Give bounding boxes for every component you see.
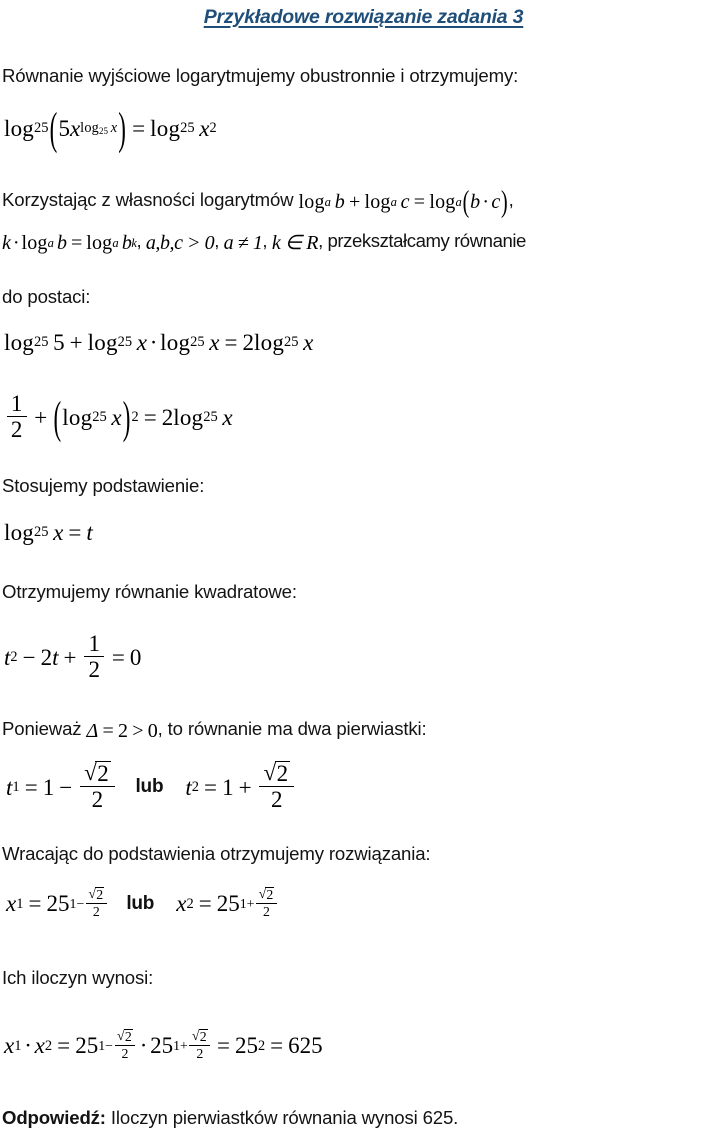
radicand: 2 [96,887,104,903]
page-title: Przykładowe rozwiązanie zadania 3 [203,6,524,28]
prop1-log-1: log [298,191,325,214]
paragraph-2-line-2 [0,229,727,254]
eq2-base-4: 25 [284,334,299,351]
right-paren: ) [118,103,126,154]
eq2-x-1: x [136,330,147,355]
sqrt-icon [84,761,110,785]
product-equals-2: = [216,1033,230,1059]
answer-wrapper [0,1106,727,1131]
product-exp-den-a: 2 [121,1046,129,1062]
product-x2-index: 2 [44,1037,53,1054]
x2-exp-sign: + [246,895,255,911]
paragraph-4-wrapper [0,474,727,499]
prop1-log-3: log [429,191,456,214]
eq3-plus: + [34,405,48,430]
x1-exp-numerator [86,887,107,904]
product-x1-index: 1 [14,1037,22,1054]
product-exp-num-b [189,1029,210,1046]
quad-minus: − [22,645,36,670]
x2-index: 2 [186,895,194,912]
product-exponent-a [98,1030,137,1062]
delta-lead-text: Ponieważ [2,718,82,739]
paragraph-quadratic: Otrzymujemy równanie kwadratowe: [2,581,297,602]
exponent-2: 2 [209,120,217,137]
t1-symbol: t [6,774,13,800]
prop1-base-3: a [455,194,462,209]
delta-value: 2 [117,720,128,743]
equation-product-wrapper [0,1030,727,1062]
x1-exp-sign: − [76,895,85,911]
t1-numerator [80,761,115,787]
quad-t-1: t [4,645,11,670]
prop2-b: b [57,232,67,255]
prop2-log-2: log [86,232,113,255]
eq2-log-2: log [87,330,118,355]
sqrt-icon [264,761,290,785]
prop2-k: k [2,232,11,255]
prop2-log-1: log [21,232,48,255]
t2-numerator [259,761,294,787]
product-equals-1: = [57,1033,71,1059]
exp-log-operator: log [80,119,99,136]
equation-solution-x1 [2,888,108,920]
delta-zero: 0 [147,720,158,743]
log-operator: log [4,116,34,141]
t1-denominator: 2 [91,786,104,812]
radical-sign: √ [84,759,97,785]
page-title-wrapper [0,2,727,29]
product-exp-minus: − [105,1037,113,1053]
product-base-25-c: 25 [234,1033,258,1059]
exp-log-base: 25 [98,126,108,137]
product-dot-2: · [139,1033,148,1059]
x2-symbol: x [176,891,187,917]
radical-sign: √ [88,886,96,902]
equation-substitution [0,521,93,544]
product-dot-1: · [24,1033,32,1059]
radical-sign: √ [263,759,277,785]
prop2-equals: = [70,232,82,255]
product-exp-num-a [115,1029,136,1046]
sqrt-icon [259,887,275,902]
prop2-b-2: b [121,232,132,255]
t1-minus: − [59,774,73,800]
paragraph-6-wrapper [0,717,727,742]
sep-comma-2: , [214,230,224,251]
t2-symbol: t [185,774,192,800]
eq3-left-paren: ( [53,392,62,443]
x1-symbol: x [6,891,17,917]
paragraph-do-postaci: do postaci: [2,286,91,307]
subst-t: t [86,520,93,545]
prop2-exponent-k: k [131,235,137,250]
eq2-x-3: x [303,330,314,355]
equation-with-half [0,390,233,443]
paragraph-back-substitution: Wracając do podstawienia otrzymujemy rozwiązania: [2,843,431,864]
prop1-b-2: b [470,191,481,214]
prop1-base-1: a [324,194,331,209]
x2-base-25: 25 [216,891,240,917]
product-exp-den-b: 2 [196,1046,204,1062]
x1-index: 1 [16,895,24,912]
exp-log-arg: x [110,119,118,136]
eq3-x-2: x [222,405,233,430]
equation-original [0,103,217,154]
log-base-rhs: 25 [180,120,195,137]
connector-lub-roots: lub [135,776,164,797]
t2-denominator: 2 [270,786,283,812]
eq3-log-2: log [173,405,204,430]
quad-t-2: t [52,645,59,670]
sep-comma-3: , [262,230,272,251]
frac-numerator: 1 [7,392,27,417]
equation-2-wrapper [0,331,727,355]
x2-exp-fraction [256,887,277,919]
coefficient-5: 5 [58,116,70,141]
x2-exp-numerator [256,887,277,904]
eq2-log-4: log [254,330,285,355]
equation-root-t2 [181,759,296,812]
radicand: 2 [199,1029,207,1045]
product-base-25-b: 25 [150,1033,174,1059]
properties-line-1 [0,185,727,220]
prop1-c-2: c [491,191,501,214]
x2-exp-one: 1 [239,895,247,911]
eq3-two: 2 [161,405,174,430]
paragraph-3-wrapper [0,285,727,310]
radical-sign: √ [116,1028,125,1044]
paragraph-7-wrapper [0,842,727,867]
equation-3-wrapper [0,390,727,443]
eq3-square: 2 [131,409,139,426]
prop2-base-2: a [112,235,119,250]
answer-line [0,1106,727,1131]
eq3-base-2: 25 [203,409,218,426]
sqrt-icon [192,1029,208,1044]
product-exp-plus: + [180,1037,188,1053]
paragraph-2-line-1 [0,185,727,220]
t1-fraction [80,761,115,811]
quad-frac-numerator: 1 [84,632,104,657]
paragraph-8-wrapper [0,966,727,991]
product-x1-symbol: x [4,1033,15,1059]
delta-greater-than: > [132,720,144,743]
product-result-625: 625 [288,1033,323,1059]
left-paren: ( [49,103,58,154]
equation-quadratic [0,630,142,682]
quad-fraction-one-half [84,632,104,681]
properties-comma: , [508,189,514,210]
solutions-row [0,888,727,920]
log-operator-rhs: log [150,116,181,141]
equation-expanded [0,331,313,354]
product-square: 2 [257,1037,266,1054]
eq2-base-1: 25 [34,334,49,351]
fraction-one-half [7,392,27,441]
eq3-equals: = [143,405,157,430]
subst-equals: = [68,520,82,545]
product-exp-fraction-a [115,1029,136,1061]
roots-row-wrapper [0,759,727,812]
x1-exp-one: 1 [69,895,77,911]
quad-plus: + [63,645,77,670]
eq2-base-2: 25 [117,334,133,351]
x1-exp-fraction [86,887,107,919]
equation-product [0,1030,323,1062]
quad-zero: 0 [129,645,142,670]
quad-frac-denominator: 2 [88,656,100,682]
radicand: 2 [124,1029,132,1045]
eq2-base-3: 25 [190,334,205,351]
t1-index: 1 [12,778,20,795]
prop2-dot: · [12,232,20,255]
delta-tail-text: , to równanie ma dwa pierwiastki: [157,718,427,739]
eq3-log-1: log [62,405,93,430]
eq2-dot: · [149,330,158,355]
paragraph-5-wrapper [0,580,727,605]
exponent-log-group [80,121,117,137]
equation-quadratic-wrapper [0,630,727,682]
frac-denominator: 2 [10,416,23,442]
eq2-five: 5 [53,330,65,355]
variable-x: x [69,116,81,141]
eq3-x-1: x [111,405,122,430]
equation-1-wrapper [0,103,727,154]
log-property-power [2,233,136,253]
t1-equals: = [24,774,38,800]
t1-one: 1 [42,774,55,800]
prop1-left-paren: ( [462,185,470,220]
radical-sign: √ [191,1028,200,1044]
radicand: 2 [97,760,109,786]
subst-log: log [4,520,34,545]
sqrt-icon [117,1029,133,1044]
eq2-plus: + [69,330,83,355]
product-exp-one-a: 1 [98,1037,106,1053]
subst-x: x [53,520,64,545]
t2-fraction [259,761,294,811]
properties-lead-text: Korzystając z własności logarytmów [2,189,294,210]
t2-index: 2 [191,778,199,795]
condition-k-real: k ∈ R [271,232,319,255]
prop1-c: c [400,191,410,214]
prop1-b: b [334,191,345,214]
quad-square: 2 [10,649,18,666]
paragraph-delta [0,717,727,742]
connector-lub-solutions: lub [126,892,155,914]
product-x2-symbol: x [34,1033,45,1059]
variable-x-rhs: x [199,116,210,141]
properties-line-2 [0,229,727,254]
radicand: 2 [266,887,274,903]
delta-symbol: Δ [86,720,99,743]
product-exp-one-b: 1 [173,1037,181,1053]
solutions-row-wrapper [0,888,727,920]
log-property-sum [298,185,509,220]
eq2-equals: = [224,330,238,355]
x1-equals: = [28,891,42,917]
prop2-base-1: a [47,235,54,250]
x1-exp-denominator: 2 [92,904,100,920]
eq2-log-3: log [160,330,191,355]
quad-two: 2 [40,645,53,670]
t2-equals: = [204,774,218,800]
sqrt-icon [88,887,104,902]
x2-exponent [240,888,279,920]
radical-sign: √ [258,886,267,902]
equation-substitution-wrapper [0,521,727,545]
radicand: 2 [276,760,289,786]
product-exp-fraction-b [189,1029,210,1061]
equation-solution-x2 [172,888,278,920]
condition-a-not-1: a ≠ 1 [223,232,263,255]
delta-equals: = [102,720,114,743]
eq2-x-2: x [209,330,220,355]
t2-plus: + [238,774,252,800]
prop1-equals: = [413,191,425,214]
product-exponent-b [173,1030,212,1062]
equation-root-t1 [2,759,117,812]
eq3-right-paren: ) [122,392,131,443]
discriminant-expression [86,721,157,741]
properties-tail-text: , przekształcamy równanie [318,230,526,251]
roots-row [0,759,727,812]
x2-equals: = [198,891,212,917]
eq3-base-1: 25 [92,409,107,426]
x1-base-25: 25 [46,891,70,917]
eq2-log-1: log [4,330,34,355]
paragraph-intro: Równanie wyjściowe logarytmujemy obustronnie i otrzymujemy: [2,65,519,86]
equals-sign: = [132,116,146,141]
eq2-two: 2 [242,330,255,355]
x1-exponent [70,888,109,920]
paragraph-substitution: Stosujemy podstawienie: [2,475,205,496]
product-base-25-a: 25 [75,1033,99,1059]
log-base: 25 [34,120,49,137]
product-equals-3: = [270,1033,284,1059]
prop1-dot: · [482,191,489,214]
answer-text: Iloczyn pierwiastków równania wynosi 625. [110,1107,459,1128]
prop1-plus: + [348,191,361,214]
condition-abc-positive: a,b,c > 0 [145,232,215,255]
prop1-base-2: a [390,194,397,209]
x2-exp-denominator: 2 [263,904,270,920]
t2-one: 1 [222,774,234,800]
prop1-log-2: log [364,191,391,214]
paragraph-product: Ich iloczyn wynosi: [2,967,154,988]
answer-label: Odpowiedź: [2,1107,106,1128]
quad-equals: = [111,645,125,670]
subst-base: 25 [34,524,49,541]
prop1-right-paren: ) [501,185,508,220]
paragraph-1-wrapper [0,64,727,89]
sep-comma-1: , [136,230,146,251]
